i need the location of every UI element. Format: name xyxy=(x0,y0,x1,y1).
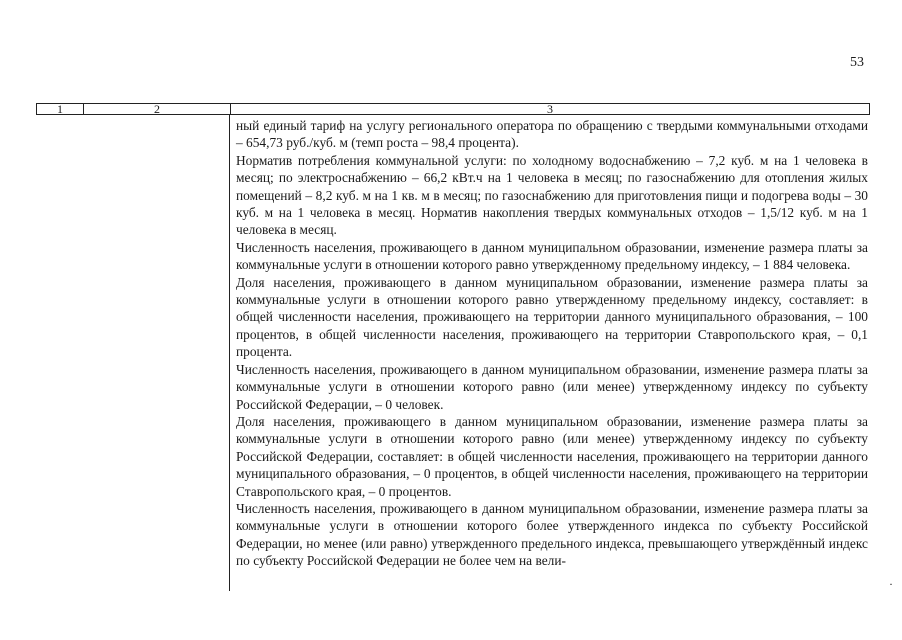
paragraph: Доля населения, проживающего в данном муниципальном образовании, изменение размера платы за коммунальные услуги в отношении которого равно утвержденному предельному индексу, составляет: в общей численности населения, проживающего на территории данного муниципального образования, – 100 процентов, в общей численности населения, проживающего на территории Ставропольского края, – 0,1 процента. xyxy=(236,274,868,360)
paragraph: Норматив потребления коммунальной услуги: по холодному водоснабжению – 7,2 куб. м на 1 человека в месяц; по электроснабжению – 66,2 кВт.ч на 1 человека в месяц; по газоснабжению для отопления жилых помещений – 8,2 куб. м на 1 кв. м в месяц; по газоснабжению для приготовления пищи и подогрева воды – 30 куб. м на 1 человека в месяц. Норматив накопления твердых коммунальных отходов – 1,5/12 куб. м на 1 человека в месяц. xyxy=(236,152,868,238)
document-body xyxy=(236,117,868,570)
page-number: 53 xyxy=(850,55,864,70)
column-header-row xyxy=(36,103,870,115)
column-header-2: 2 xyxy=(84,104,231,114)
paragraph: Численность населения, проживающего в данном муниципальном образовании, изменение размера платы за коммунальные услуги в отношении которого равно утвержденному предельному индексу, – 1 884 человека. xyxy=(236,239,868,273)
column-header-1: 1 xyxy=(37,104,84,114)
paragraph: ный единый тариф на услугу регионального оператора по обращению с твердыми коммунальными отходами – 654,73 руб./куб. м (темп роста – 98,4 процента). xyxy=(236,118,868,151)
scan-speck: · xyxy=(889,577,893,591)
paragraph: Численность населения, проживающего в данном муниципальном образовании, изменение размера платы за коммунальные услуги в отношении которого равно (или менее) утвержденному индексу по субъекту Российской Федерации, – 0 человек. xyxy=(236,361,868,412)
column-divider xyxy=(229,114,230,591)
column-header-3: 3 xyxy=(547,102,553,116)
paragraph: Доля населения, проживающего в данном муниципальном образовании, изменение размера платы за коммунальные услуги в отношении которого равно (или менее) утвержденному индексу по субъекту Российской Федерации, составляет: в общей численности населения, проживающего на территории данного муниципального образования, – 0 процентов, в общей численности населения, проживающего на территории Ставропольского края, – 0 процентов. xyxy=(236,413,868,499)
paragraph: Численность населения, проживающего в данном муниципальном образовании, изменение размера платы за коммунальные услуги в отношении которого более утвержденного индекса по субъекту Российской Федерации, но менее (или равно) утвержденного предельного индекса, превышающего утверждённый индекс по субъекту Российской Федерации не более чем на вели- xyxy=(236,500,868,569)
